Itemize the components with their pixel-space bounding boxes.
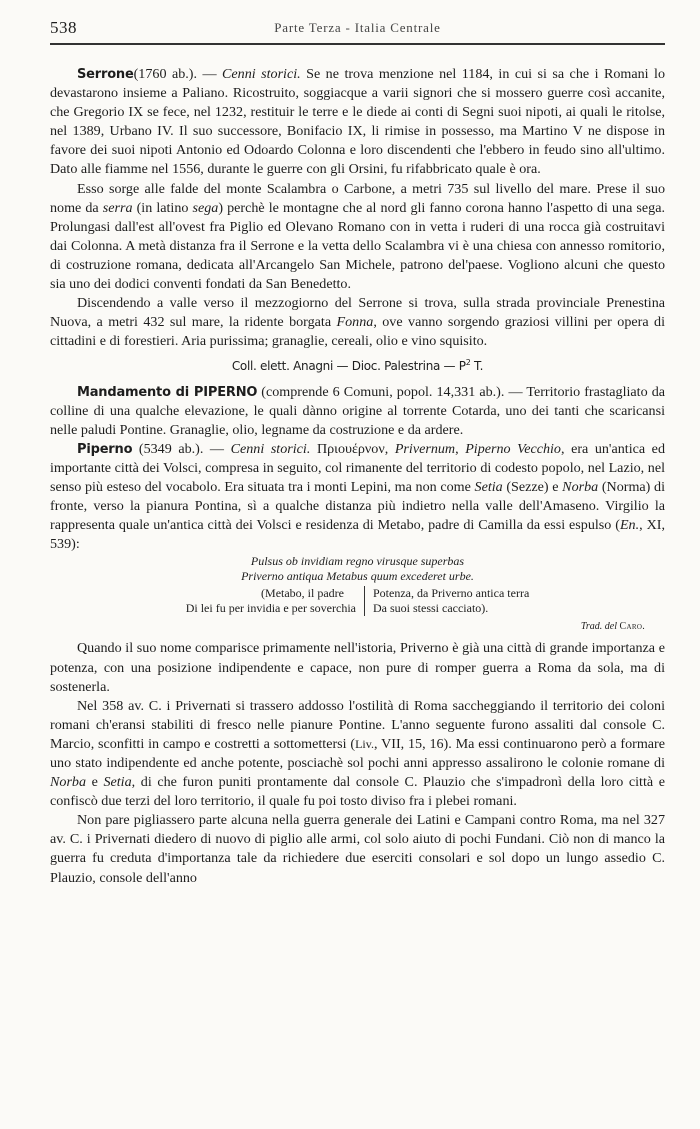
page-header (50, 18, 665, 38)
translation-right-column: Potenza, da Priverno antica terra Da suoi stessi cacciato). (373, 586, 530, 616)
entry-heading-serrone: Serrone (77, 67, 134, 82)
piperno-paragraph-2: Quando il suo nome comparisce primamente nell'istoria, Priverno è già una città di grande importanza e potenza, con una posizione indipendente e capace, non pure di romper guerra a Roma da sola, ma di sostenerla. (50, 640, 665, 695)
running-title: Parte Terza - Italia Centrale (274, 20, 441, 35)
page-number: 538 (50, 18, 77, 37)
verse-translation (50, 586, 665, 616)
piperno-paragraph-3: Nel 358 av. C. i Privernati si trassero addosso l'ostilità di Roma saccheggiando il territorio dei coloni romani ch'eransi stabiliti di fresco nelle pianure Pontine. L'anno seguente furono assaliti dal console C. Marcio, sconfitti in campo e costretti a sottomettersi (Liv., VII, 15, 16). Ma essi continuarono però a formare uno stato indipendente ed anche potente, posciachè sol pochi anni appresso assalirono le colonie romane di Norba e Setia, di che furon puniti prontamente dal console C. Plauzio che s'impadronì della loro città e confiscò due terzi del loro territorio, il quale fu poi tosto diviso fra i plebei romani. (50, 697, 665, 810)
mandamento-paragraph: Mandamento di PIPERNO (comprende 6 Comuni, popol. 14,331 ab.). — Territorio frastagliato da colline di una qualche elevazione, le quali dànno origine al torrente Cotarda, uno dei tanti che scaricansi nelle paludi Pontine. Granaglie, olio, legname da costruzione e da ardere. (50, 383, 665, 438)
serrone-paragraph-2: Esso sorge alle falde del monte Scalambra o Carbone, a metri 735 sul livello del mare. Prese il suo nome da serra (in latino sega) perchè le montagne che al nord gli fanno corona hanno l'aspetto di una sega. Prolungasi dall'est all'ovest fra Piglio ed Olevano Romano con in vetta i ruderi di una rocca già costruitavi dai Colonna. A metà distanza fra il Serrone e la vetta dello Scalambra vi è una chiesa con annesso romitorio, di costruzione romana, dedicata all'Arcangelo San Michele, patrono del'paese. Vogliono alcuni che questo sia uno dei dodici conventi fondati da San Benedetto. (50, 180, 665, 293)
serrone-paragraph-1: Serrone(1760 ab.). — Cenni storici. Se ne trova menzione nel 1184, in cui si sa che i Romani lo devastarono insieme a Paliano. Ricostruito, soggiacque a varii signori che si mossero guerre così accanite, che Gregorio IX se fece, nel 1232, restituir le terre e le diede ai conti di Segni suoi nipoti, ai quali le ritolse, nel 1389, Urbano IV. Il suo successore, Bonifacio IX, li rimise in possesso, ma Martino V ne dispose in favore dei suoi nipoti Antonio ed Odoardo Colonna e loro discendenti che l'ebbero in feudo sino all'ultimo. Dato alle fiamme nel 1556, durante le guerre con gli Orsini, fu rifabbricato quale è ora. (50, 66, 665, 178)
serrone-paragraph-3: Discendendo a valle verso il mezzogiorno del Serrone si trova, sulla strada provinciale Prenestina Nuova, a metri 432 sul mare, la ridente borgata Fonna, ove vanno sorgendo graziosi villini per opera di cittadini e di forestieri. Aria purissima; granaglie, cereali, olio e vino squisito. (50, 295, 665, 350)
piperno-paragraph-1: Piperno (5349 ab.). — Cenni storici. Πριουέρνον, Privernum, Piperno Vecchio, era un'antica ed importante città dei Volsci, compresa in seguito, col rimanente del territorio di codesto popolo, nel Lazio, nel senso più esteso del vocabolo. Era situata tra i monti Lepini, ma non come Setia (Sezze) e Norba (Norma) di fronte, verso la pianura Pontina, sì a qualche distanza più indietro nella valle dell'Amaseno. Virgilio la rappresenta quale un'antica città dei Volsci e residenza di Metabo, padre di Camilla da essi espulso (En., XI, 539): (50, 440, 665, 553)
translation-credit: Trad. del Caro. (580, 621, 645, 633)
entry-heading-piperno: Piperno (77, 441, 133, 457)
latin-verse: Pulsus ob invidiam regno virusque superbas Priverno antiqua Metabus quum excederet urbe. (241, 554, 474, 584)
header-rule (50, 43, 665, 45)
translation-left-column: (Metabo, il padre Di lei fu per invidia e per soverchia (186, 586, 365, 616)
serrone-collegio-line: Coll. elett. Anagni — Dioc. Palestrina — $P^2$ T. (231, 358, 484, 374)
piperno-paragraph-4: Non pare pigliassero parte alcuna nella guerra generale dei Latini e Campani contro Roma, ma nel 327 av. C. i Privernati diedero di nuovo di piglio alle armi, col solo aiuto di pochi Fundani. Ciò non di manco la guerra fu creduta d'importanza tale da richiedere due eserciti consolari e sol dopo un lungo assedio C. Plauzio, console dell'anno (50, 812, 665, 886)
page-body (50, 65, 665, 888)
entry-heading-mandamento: Mandamento di PIPERNO (77, 384, 258, 400)
